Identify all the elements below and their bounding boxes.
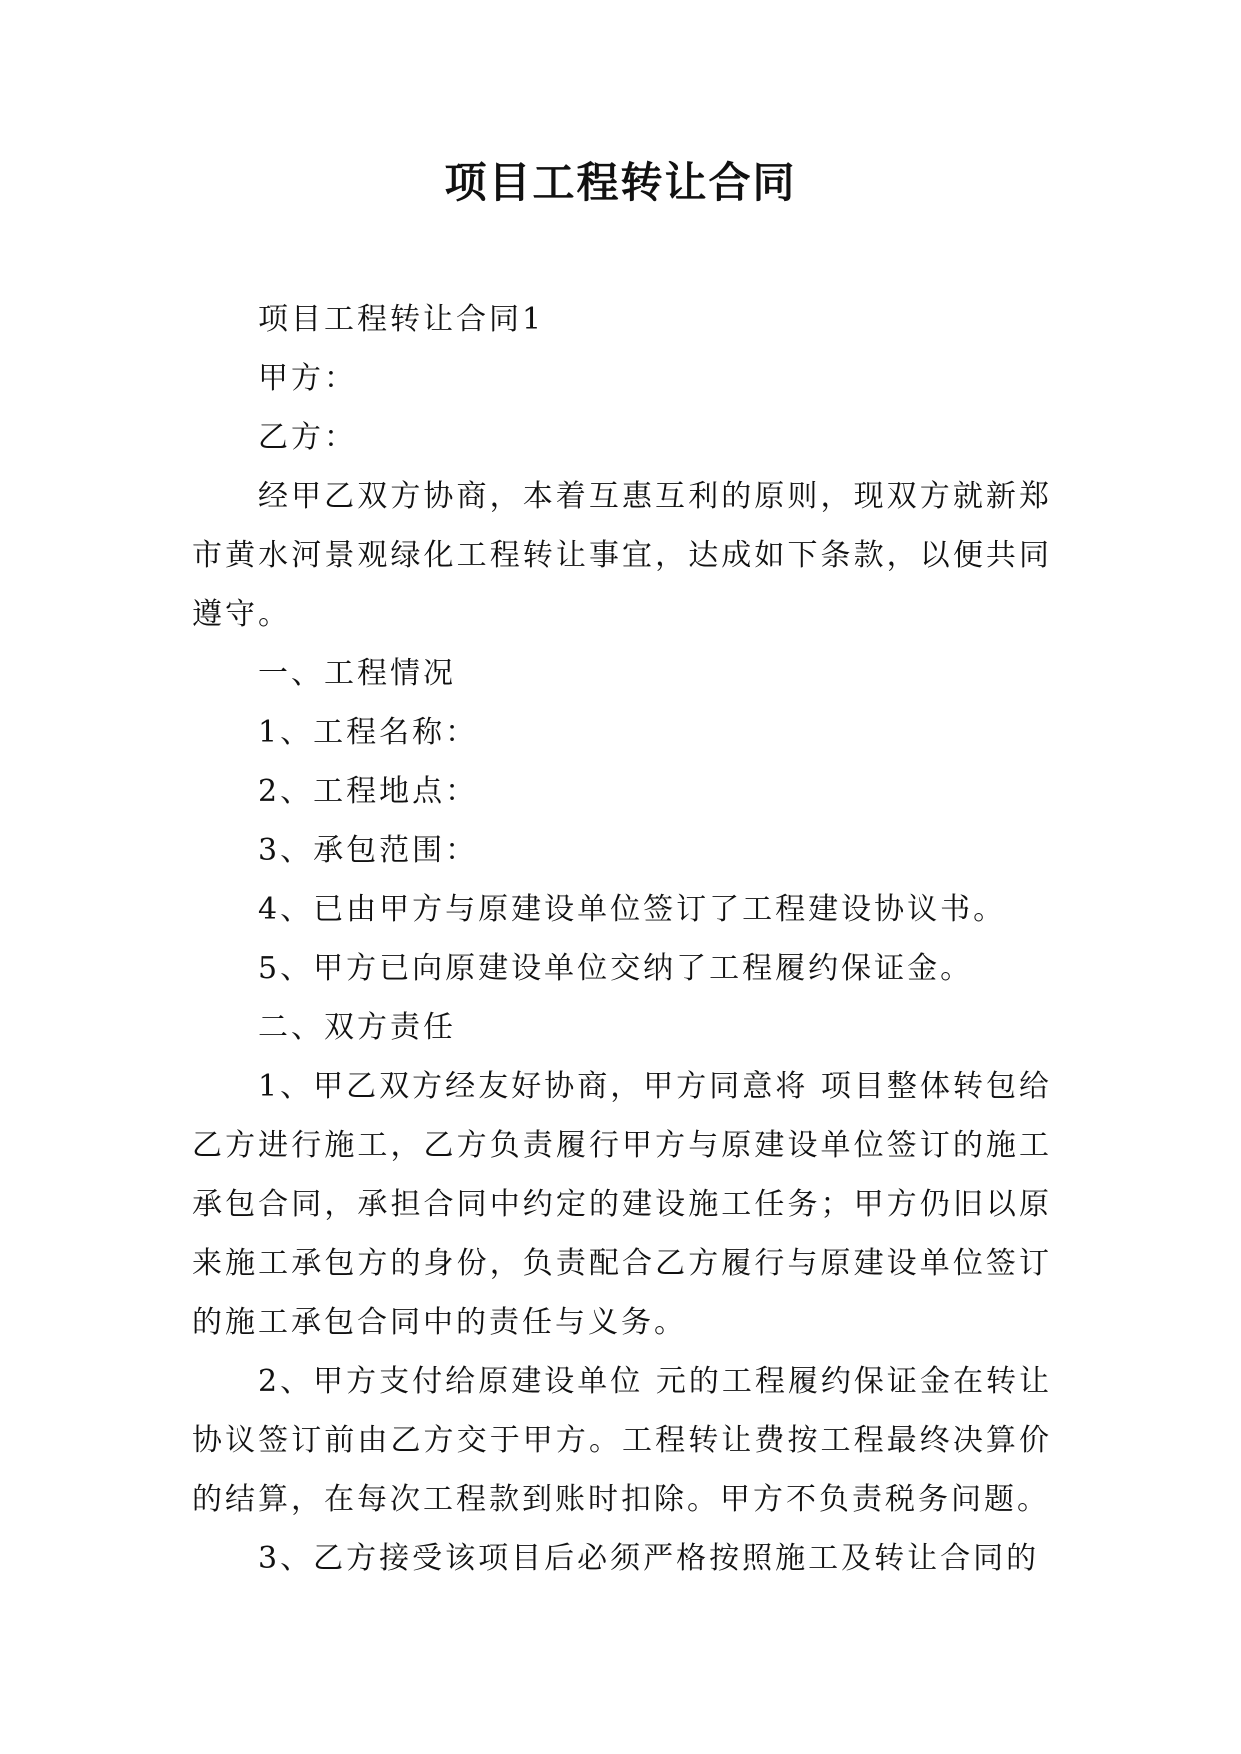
paragraph-deposit-paid: 5、甲方已向原建设单位交纳了工程履约保证金。 [258, 951, 974, 986]
paragraph-scope: 3、承包范围： [258, 833, 479, 868]
paragraph-clause-3: 3、乙方接受该项目后必须严格按照施工及转让合同的 [258, 1541, 1040, 1576]
paragraph-party-b: 乙方： [258, 420, 357, 455]
document-title: 项目工程转让合同 [444, 158, 797, 207]
paragraph-project-name: 1、工程名称： [258, 715, 479, 750]
paragraph-clause-1: 1、甲乙双方经友好协商，甲方同意将 项目整体转包给乙方进行施工，乙方负责履行甲方与原建设单位签订的施工承包合同，承担合同中约定的建设施工任务；甲方仍旧以原来施工承包方的身份，负责配合乙方履行与原建设单位签订的施工承包合同中的责任与义务。 [192, 1069, 1052, 1340]
paragraph-preamble: 经甲乙双方协商，本着互惠互利的原则，现双方就新郑市黄水河景观绿化工程转让事宜，达成如下条款，以便共同遵守。 [192, 479, 1052, 632]
paragraph-party-a: 甲方： [258, 361, 357, 396]
section-heading-project: 一、工程情况 [258, 656, 456, 691]
paragraph-project-location: 2、工程地点： [258, 774, 479, 809]
document-body [192, 290, 1052, 1588]
paragraph-subtitle: 项目工程转让合同1 [258, 302, 545, 337]
paragraph-agreement-signed: 4、已由甲方与原建设单位签订了工程建设协议书。 [258, 892, 1007, 927]
section-heading-responsibilities: 二、双方责任 [258, 1010, 456, 1045]
paragraph-clause-2: 2、甲方支付给原建设单位 元的工程履约保证金在转让协议签订前由乙方交于甲方。工程转让费按工程最终决算价的结算，在每次工程款到账时扣除。甲方不负责税务问题。 [192, 1364, 1052, 1517]
